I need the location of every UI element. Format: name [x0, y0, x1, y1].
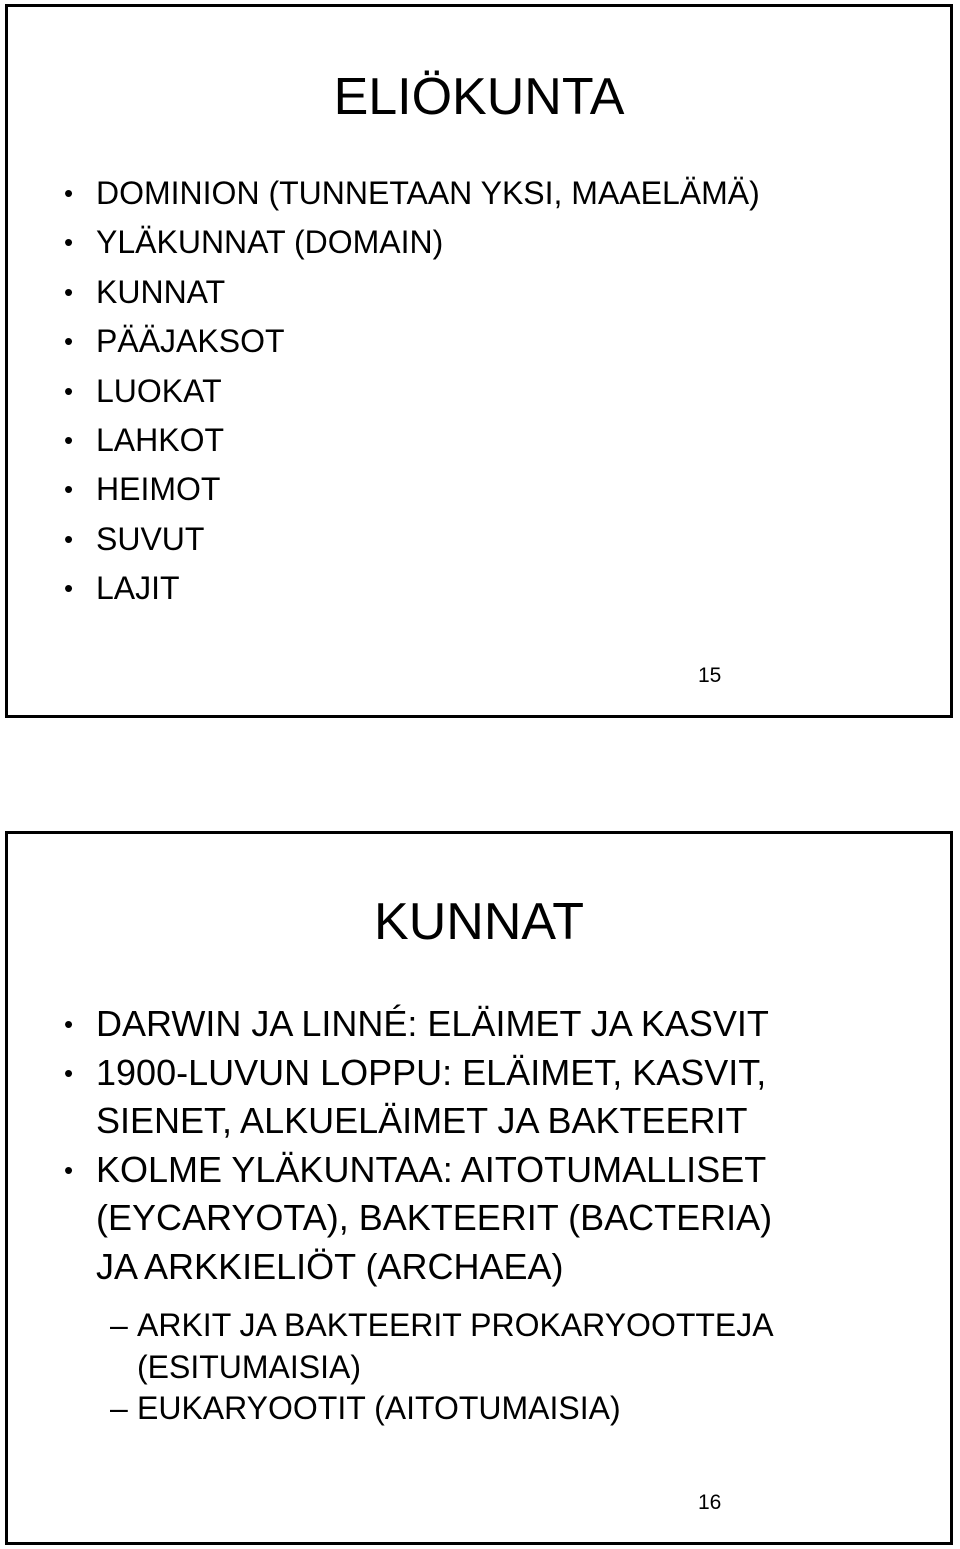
bullet-list: [60, 169, 930, 614]
list-item: [60, 1049, 930, 1146]
slide-16: [5, 831, 953, 1545]
list-item: [60, 1146, 930, 1292]
sub-list-item-text: (ESITUMAISIA): [137, 1348, 362, 1385]
sub-list-item-text: EUKARYOOTIT (AITOTUMAISIA): [137, 1390, 621, 1426]
bullet-icon: •: [64, 178, 74, 208]
slide-15: [5, 4, 953, 718]
list-item: [60, 169, 930, 218]
list-item-text: SIENET, ALKUELÄIMET JA BAKTEERIT: [96, 1100, 748, 1141]
slide-title: KUNNAT: [374, 893, 584, 951]
dash-icon: –: [110, 1390, 128, 1426]
list-item-text: (EYCARYOTA), BAKTEERIT (BACTERIA): [96, 1197, 773, 1238]
bullet-icon: •: [64, 375, 74, 406]
sub-list-item-text: ARKIT JA BAKTEERIT PROKARYOOTTEJA: [137, 1307, 774, 1343]
sub-list-item: [60, 1388, 774, 1430]
list-item: [60, 317, 930, 366]
sub-bullet-list: [60, 1305, 774, 1430]
list-item: [60, 564, 930, 613]
list-item-text: KOLME YLÄKUNTAA: AITOTUMALLISET: [96, 1148, 767, 1190]
list-item-text: JA ARKKIELIÖT (ARCHAEA): [96, 1245, 564, 1287]
bullet-icon: •: [64, 1057, 74, 1088]
bullet-icon: •: [64, 326, 74, 357]
list-item-text: LAJIT: [96, 570, 180, 607]
list-item-text: DARWIN JA LINNÉ: ELÄIMET JA KASVIT: [96, 1003, 769, 1044]
dash-icon: –: [110, 1307, 128, 1343]
list-item-text: PÄÄJAKSOT: [96, 323, 285, 360]
list-item: [60, 416, 930, 465]
bullet-icon: •: [64, 227, 74, 258]
bullet-icon: •: [64, 523, 74, 554]
bullet-icon: •: [64, 425, 74, 456]
list-item-text: LUOKAT: [96, 372, 222, 409]
list-item-text: YLÄKUNNAT (DOMAIN): [96, 224, 444, 261]
list-item-text: LAHKOT: [96, 422, 225, 459]
list-item-text: SUVUT: [96, 520, 205, 557]
list-item-text: DOMINION (TUNNETAAN YKSI, MAAELÄMÄ): [96, 175, 760, 211]
list-item: [60, 367, 930, 416]
list-item: [60, 465, 930, 514]
page-number: 16: [698, 1491, 722, 1514]
sub-list-item: [60, 1305, 774, 1388]
bullet-icon: •: [64, 1009, 74, 1039]
list-item: [60, 218, 930, 267]
bullet-icon: •: [64, 573, 74, 604]
page-number: 15: [698, 664, 722, 687]
list-item-text: KUNNAT: [96, 273, 226, 310]
bullet-icon: •: [64, 474, 74, 505]
list-item: [60, 268, 930, 317]
bullet-list: [60, 1000, 930, 1291]
list-item: [60, 515, 930, 564]
slide-title: ELIÖKUNTA: [333, 68, 625, 126]
list-item-text: HEIMOT: [96, 471, 221, 508]
list-item-text: 1900-LUVUN LOPPU: ELÄIMET, KASVIT,: [96, 1051, 767, 1093]
bullet-icon: •: [64, 276, 74, 307]
bullet-icon: •: [64, 1154, 74, 1185]
list-item: [60, 1000, 930, 1049]
